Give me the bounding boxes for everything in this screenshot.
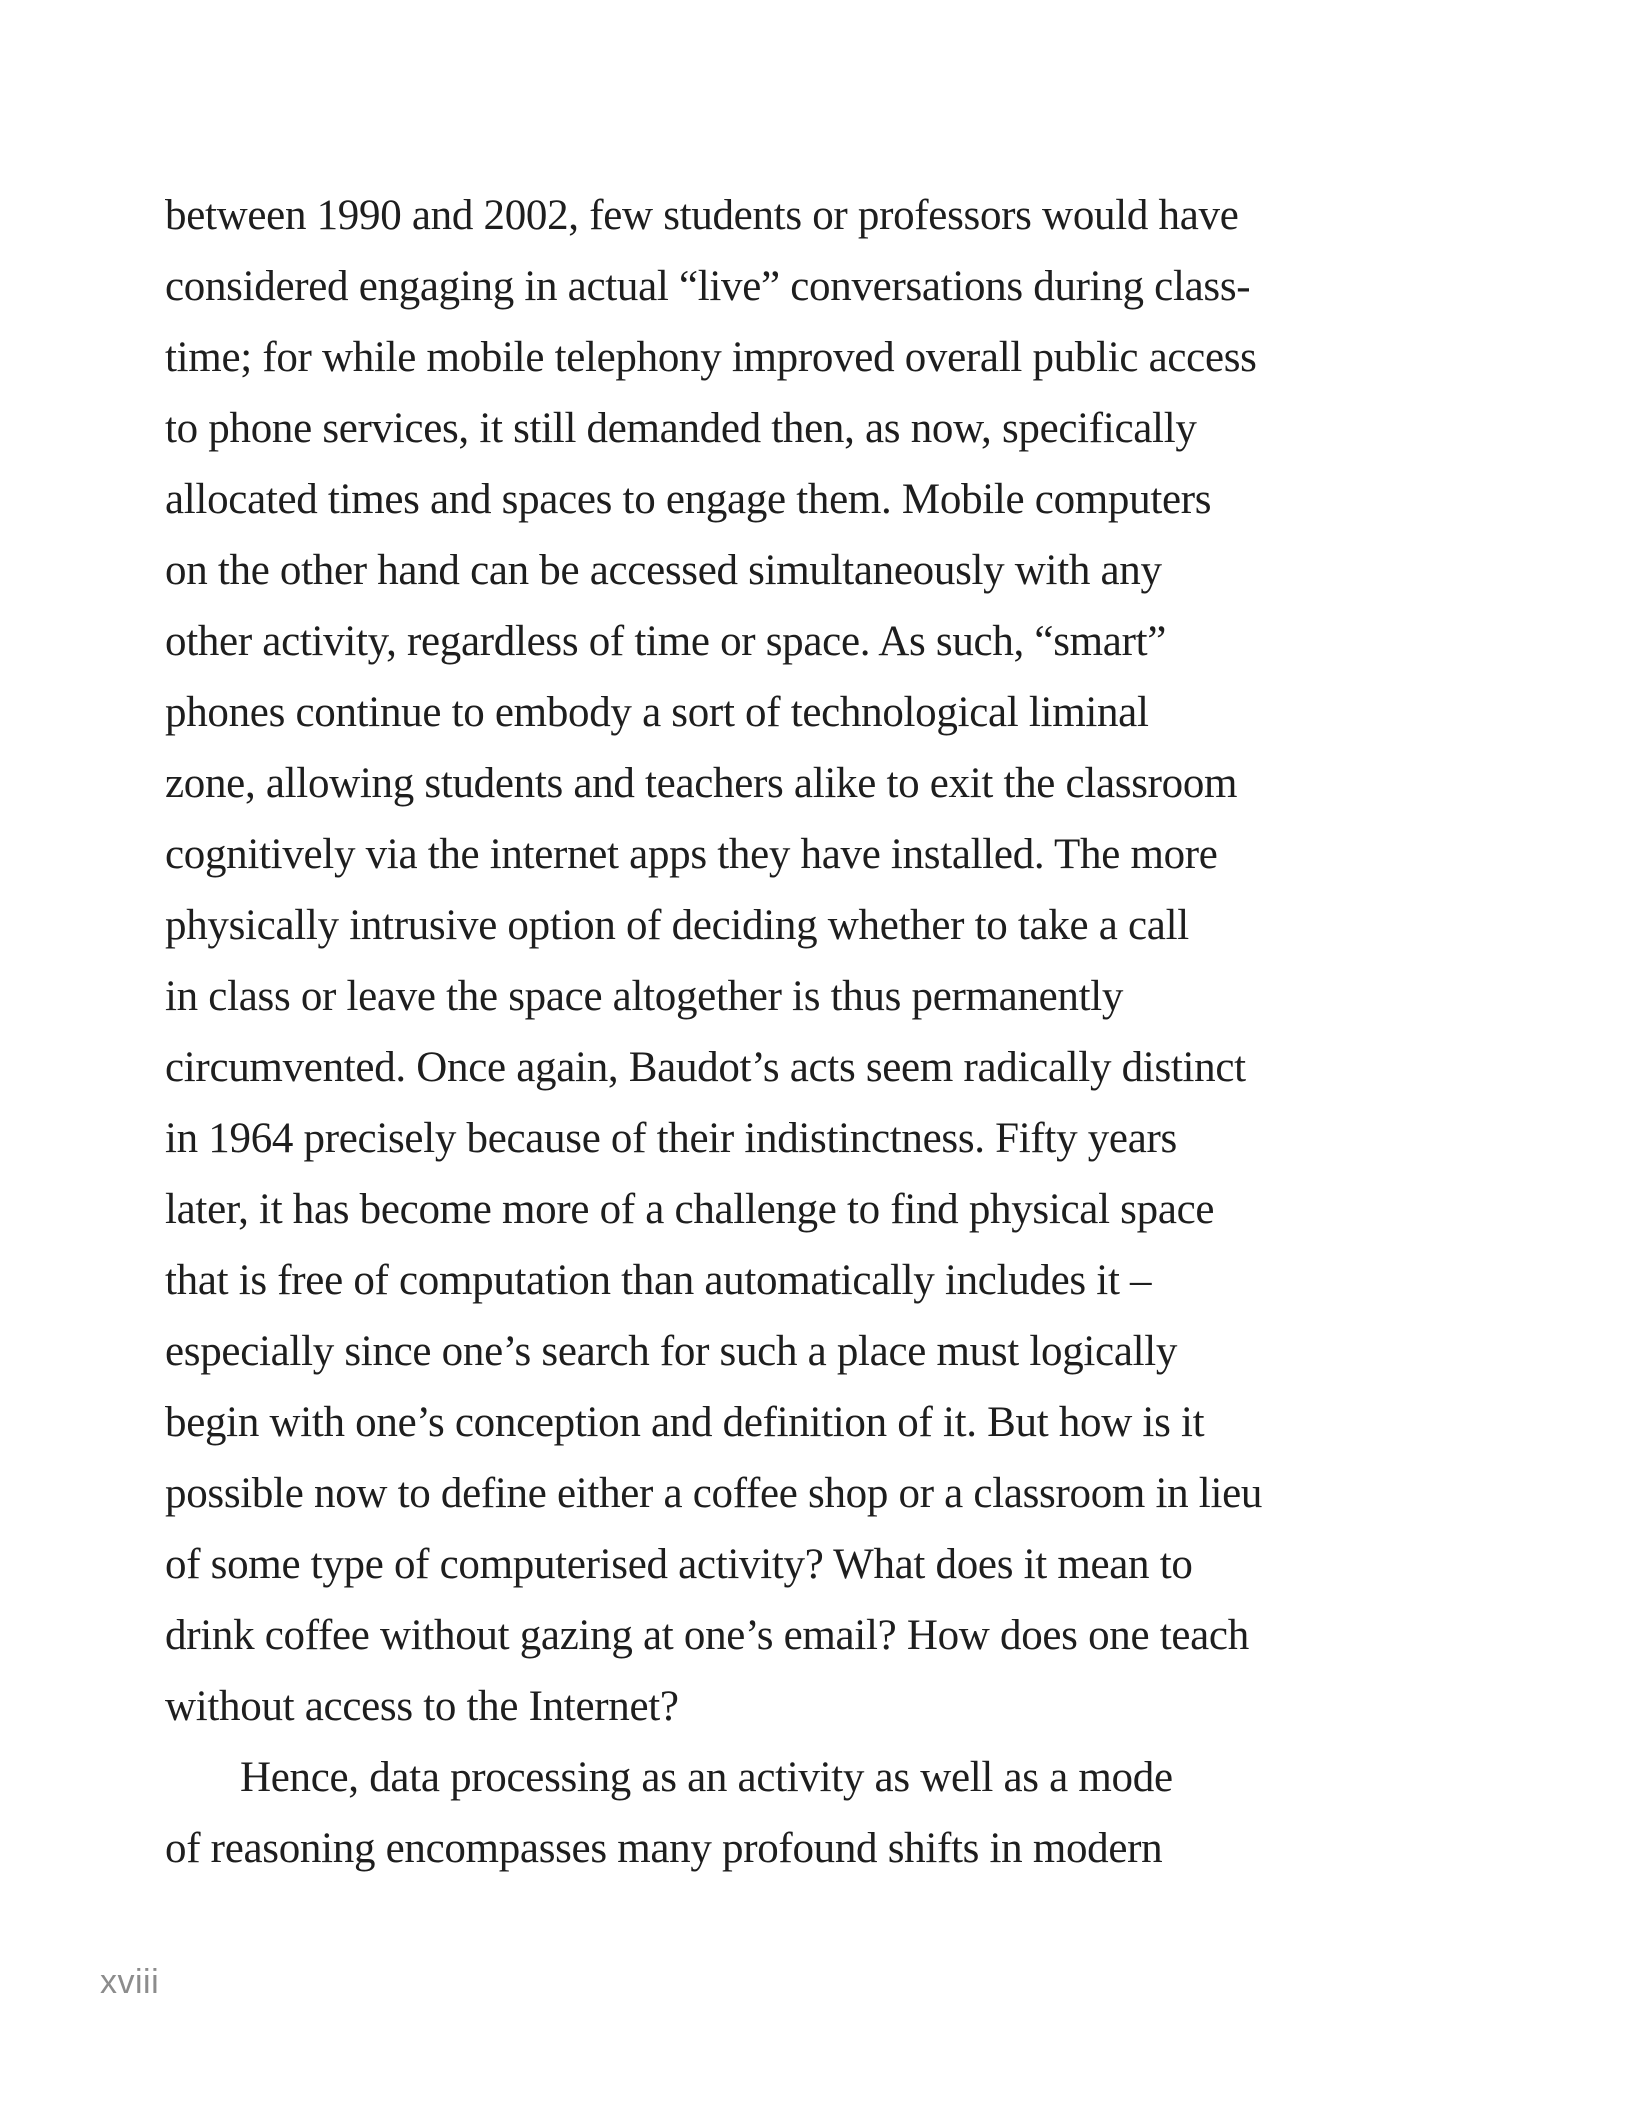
text-line: considered engaging in actual “live” conversations during class- bbox=[165, 263, 1251, 310]
text-line: possible now to define either a coffee shop or a classroom in lieu bbox=[165, 1470, 1263, 1517]
text-line: to phone services, it still demanded then, as now, specifically bbox=[165, 405, 1197, 452]
text-line: Hence, data processing as an activity as well as a mode bbox=[240, 1754, 1173, 1801]
text-line: that is free of computation than automatically includes it – bbox=[165, 1257, 1152, 1304]
text-line: circumvented. Once again, Baudot’s acts seem radically distinct bbox=[165, 1044, 1246, 1091]
text-line: phones continue to embody a sort of technological liminal bbox=[165, 689, 1149, 736]
paragraph bbox=[165, 1742, 1495, 1884]
text-line: time; for while mobile telephony improved overall public access bbox=[165, 334, 1257, 381]
page-number: xviii bbox=[100, 1963, 160, 2001]
text-line: zone, allowing students and teachers alike to exit the classroom bbox=[165, 760, 1238, 807]
text-line: between 1990 and 2002, few students or professors would have bbox=[165, 192, 1239, 239]
text-line: cognitively via the internet apps they have installed. The more bbox=[165, 831, 1218, 878]
paragraph bbox=[165, 180, 1495, 1742]
text-line: of some type of computerised activity? What does it mean to bbox=[165, 1541, 1193, 1588]
text-line: especially since one’s search for such a place must logically bbox=[165, 1328, 1178, 1375]
text-line: in 1964 precisely because of their indistinctness. Fifty years bbox=[165, 1115, 1177, 1162]
text-line: begin with one’s conception and definition of it. But how is it bbox=[165, 1399, 1205, 1446]
text-line: of reasoning encompasses many profound shifts in modern bbox=[165, 1825, 1163, 1872]
text-line: later, it has become more of a challenge to find physical space bbox=[165, 1186, 1215, 1233]
text-line: without access to the Internet? bbox=[165, 1683, 679, 1730]
text-line: physically intrusive option of deciding whether to take a call bbox=[165, 902, 1189, 949]
text-line: other activity, regardless of time or space. As such, “smart” bbox=[165, 618, 1167, 665]
text-line: on the other hand can be accessed simultaneously with any bbox=[165, 547, 1162, 594]
text-line: allocated times and spaces to engage them. Mobile computers bbox=[165, 476, 1212, 523]
text-line: in class or leave the space altogether is thus permanently bbox=[165, 973, 1124, 1020]
body-text bbox=[165, 180, 1495, 1884]
text-line: drink coffee without gazing at one’s email? How does one teach bbox=[165, 1612, 1249, 1659]
